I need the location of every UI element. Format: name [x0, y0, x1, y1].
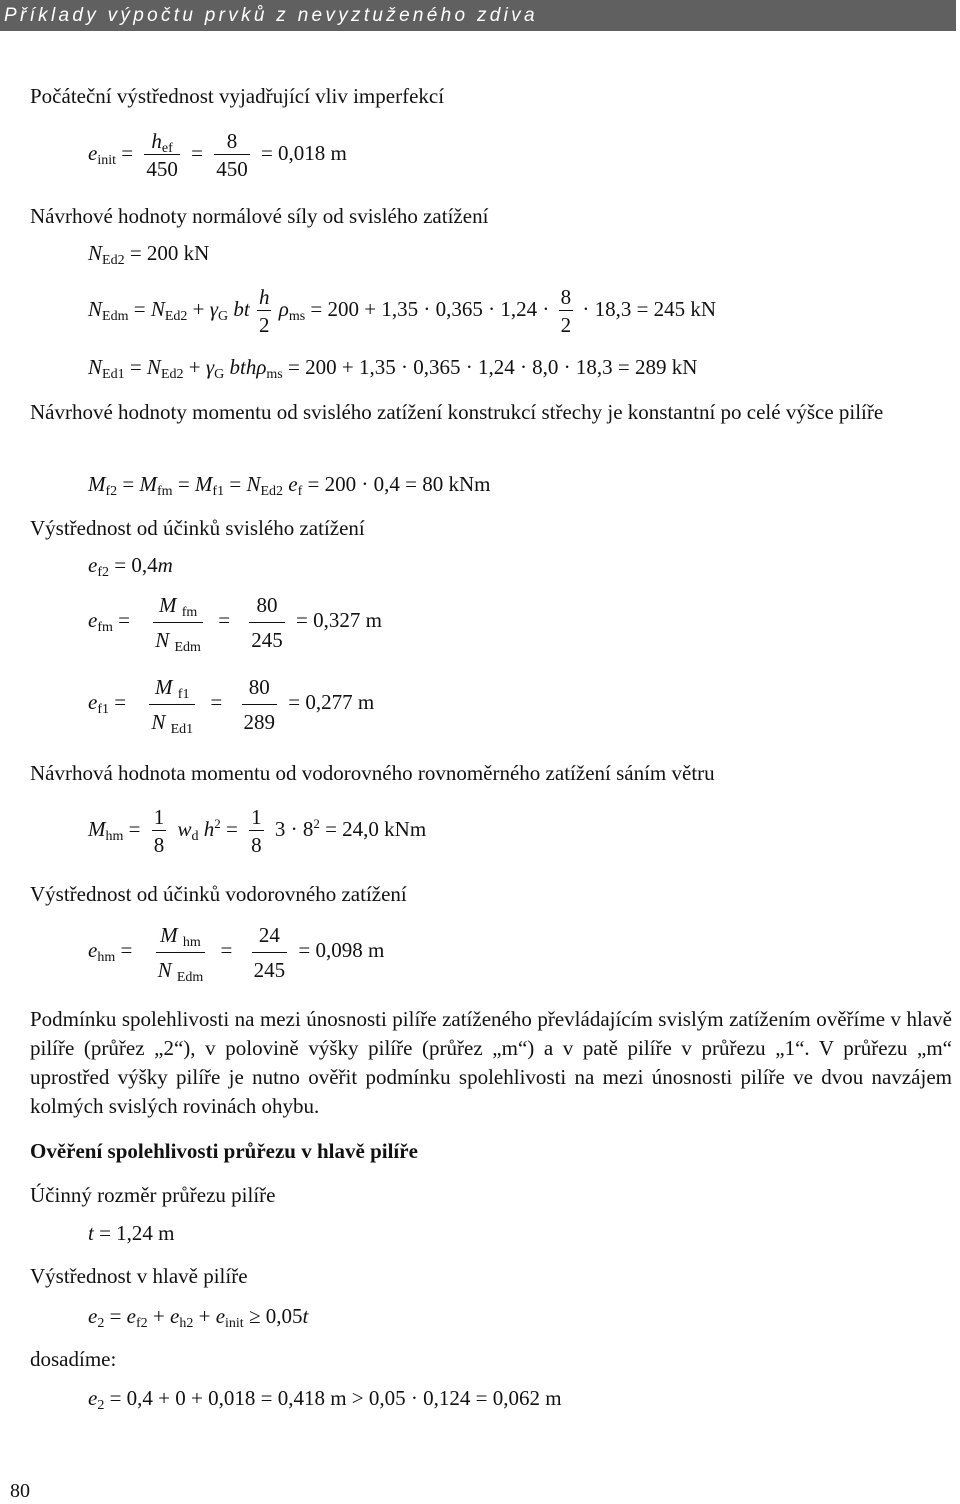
heading-verification-head: Ověření spolehlivosti průřezu v hlavě pilíře — [30, 1139, 418, 1163]
heading-eccentricity-vertical: Výstřednost od účinků svislého zatížení — [30, 516, 365, 540]
heading-initial-eccentricity: Počáteční výstřednost vyjadřující vliv imperfekcí — [30, 84, 445, 108]
equation-e-f2: $e_{f2} = 0,4m$ — [88, 553, 173, 580]
equation-e2-symbolic: $e_2 = e_{f2} + e_{h2} + e_{init} \ge 0,05t$ — [88, 1304, 309, 1331]
page-header — [0, 0, 956, 31]
label-substitute: dosadíme: — [30, 1347, 117, 1371]
equation-m-hm: $M_{hm}$ = $\frac{1}{8}$ $w_d$ $h^2$ = $\frac{1}{8}$ $3 \cdot 8^2 = 24,0$ kNm — [88, 805, 427, 858]
paragraph-reliability-condition: Podmínku spolehlivosti na mezi únosnosti pilíře zatíženého převládajícím svislým zatížením ověříme v hlavě pilíře (průřez „2“), v polovině výšky pilíře (průřez „m“) a v patě pilíře v průřezu „1“. V průřezu „m“ uprostřed výšky pilíře je nutno ověřit podmínku spolehlivosti na mezi únosnosti pilíře ve dvou navzájem kolmých svislých rovinách ohybu. — [30, 1007, 952, 1118]
equation-n-edm: $N_{Edm} = N_{Ed2} + \gamma_G$ bt $\frac{h}{2}$ $\rho_{ms} = 200 + 1,35 \cdot 0,365 \cdot 1,24$ · $\frac{8}{2}$ · 18,3 = 245 kN — [88, 285, 717, 338]
equation-e2-values: $e_2 = 0,4 + 0 + 0,018 = 0,418$ m > 0,05 · 0,124 = 0,062 m — [88, 1386, 562, 1413]
equation-e-hm: $e_{hm}$ = $\frac{M _{hm}}{N _{Edm}}$ = $\frac{24}{245}$ = 0,098 m — [88, 922, 385, 985]
heading-moment-horizontal: Návrhová hodnota momentu od vodorovného rovnoměrného zatížení sáním větru — [30, 761, 715, 785]
heading-eccentricity-head: Výstřednost v hlavě pilíře — [30, 1264, 248, 1288]
equation-e-init: $e_{init}$ = $\frac{h_{ef}}{450}$ = $\frac{8}{450}$ = 0,018 m — [88, 129, 347, 182]
equation-n-ed1: $N_{Ed1} = N_{Ed2} + \gamma_G$ bthρ$_{ms}$ = 200 + 1,35 · 0,365 · 1,24 · 8,0 · 18,3 = 289 kN — [88, 355, 698, 382]
heading-moment-vertical: Návrhové hodnoty momentu od svislého zatížení konstrukcí střechy je konstantní po celé výšce pilíře — [30, 400, 884, 424]
page-number: 80 — [10, 1480, 30, 1502]
einit-result: = 0,018 m — [260, 141, 347, 165]
heading-normal-force: Návrhové hodnoty normálové síly od svislého zatížení — [30, 204, 489, 228]
equation-e-fm: $e_{fm}$ = $\frac{M _{fm}}{N _{Edm}}$ = $\frac{80}{245}$ = 0,327 m — [88, 592, 382, 655]
equation-e-f1: $e_{f1}$ = $\frac{M _{f1}}{N _{Ed1}}$ = $\frac{80}{289}$ = 0,277 m — [88, 674, 375, 737]
equation-m-f: $M_{f2} = M_{fm} = M_{f1} = N_{Ed2}$ $e_f = 200 \cdot 0,4 = 80$ kNm — [88, 472, 491, 499]
equation-n-ed2: $N_{Ed2} = 200$ kN — [88, 241, 210, 268]
heading-effective-dimension: Účinný rozměr průřezu pilíře — [30, 1183, 276, 1207]
heading-eccentricity-horizontal: Výstřednost od účinků vodorovného zatížení — [30, 882, 407, 906]
header-title: Příklady výpočtu prvků z nevyztuženého zdiva — [4, 5, 538, 26]
equation-t: t = 1,24 m — [88, 1221, 175, 1245]
